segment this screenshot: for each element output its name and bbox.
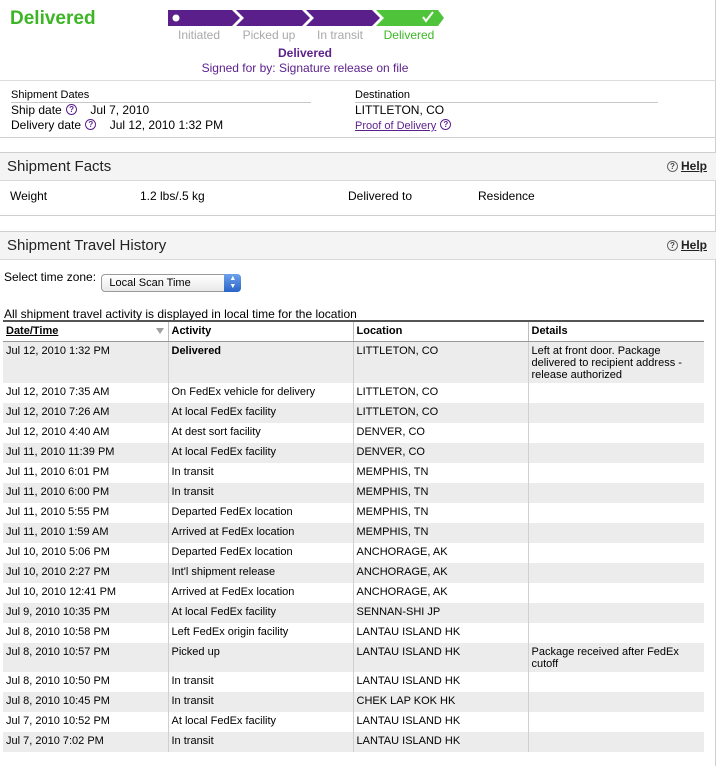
- signed-for-label: Signed for by:: [201, 61, 276, 75]
- cell-location: MEMPHIS, TN: [353, 523, 528, 543]
- cell-details: [528, 543, 704, 563]
- time-zone-note: All shipment travel activity is displayed in local time for the location: [4, 307, 357, 321]
- cell-location: LITTLETON, CO: [353, 403, 528, 423]
- time-zone-label: Select time zone:: [4, 270, 97, 284]
- step-label-initiated: Initiated: [177, 28, 221, 42]
- table-row: [3, 543, 704, 563]
- proof-of-delivery-link[interactable]: Proof of Delivery: [355, 120, 437, 132]
- cell-activity: On FedEx vehicle for delivery: [168, 383, 353, 403]
- cell-activity: Delivered: [168, 341, 353, 383]
- cell-activity: Departed FedEx location: [168, 503, 353, 523]
- delivery-date-row: [11, 118, 223, 132]
- cell-details: [528, 623, 704, 643]
- delivery-date-value: Jul 12, 2010 1:32 PM: [109, 118, 224, 132]
- table-row: [3, 732, 704, 752]
- table-row: [3, 563, 704, 583]
- cell-location: DENVER, CO: [353, 423, 528, 443]
- table-row: [3, 403, 704, 423]
- cell-date-time: Jul 7, 2010 10:52 PM: [3, 712, 168, 732]
- cell-location: ANCHORAGE, AK: [353, 543, 528, 563]
- cell-date-time: Jul 12, 2010 4:40 AM: [3, 423, 168, 443]
- cell-activity: Picked up: [168, 643, 353, 672]
- progress-tracker: [168, 8, 448, 28]
- cell-location: LITTLETON, CO: [353, 383, 528, 403]
- time-zone-select[interactable]: [101, 274, 241, 292]
- help-question-icon[interactable]: ?: [66, 104, 77, 115]
- cell-details: [528, 563, 704, 583]
- cell-details: [528, 383, 704, 403]
- cell-details: Package received after FedEx cutoff: [528, 643, 704, 672]
- cell-location: LANTAU ISLAND HK: [353, 712, 528, 732]
- signed-for-value: Signature release on file: [278, 61, 409, 75]
- cell-details: [528, 732, 704, 752]
- proof-of-delivery-row: [355, 119, 451, 132]
- cell-activity: In transit: [168, 463, 353, 483]
- cell-activity: Arrived at FedEx location: [168, 523, 353, 543]
- destination-value: LITTLETON, CO: [355, 103, 445, 117]
- destination-heading: Destination: [355, 89, 658, 103]
- step-label-picked-up: Picked up: [242, 28, 296, 42]
- table-row: [3, 672, 704, 692]
- table-row: [3, 643, 704, 672]
- progress-step-picked-up: [236, 10, 310, 26]
- select-arrows-icon: ▲ ▼: [224, 274, 241, 292]
- table-row: [3, 623, 704, 643]
- cell-location: LITTLETON, CO: [353, 341, 528, 383]
- cell-details: [528, 523, 704, 543]
- cell-date-time: Jul 10, 2010 2:27 PM: [3, 563, 168, 583]
- cell-activity: In transit: [168, 483, 353, 503]
- step-label-in-transit: In transit: [316, 28, 364, 42]
- table-row: [3, 523, 704, 543]
- current-status-label: Delivered: [277, 46, 333, 60]
- cell-details: [528, 423, 704, 443]
- ship-date-label: Ship date: [11, 103, 62, 117]
- cell-activity: Int'l shipment release: [168, 563, 353, 583]
- shipment-facts-section: [0, 152, 716, 216]
- cell-activity: Departed FedEx location: [168, 543, 353, 563]
- cell-activity: In transit: [168, 672, 353, 692]
- table-row: [3, 583, 704, 603]
- step-label-delivered: Delivered: [383, 28, 435, 42]
- table-row: [3, 483, 704, 503]
- cell-details: [528, 672, 704, 692]
- cell-date-time: Jul 8, 2010 10:58 PM: [3, 623, 168, 643]
- cell-date-time: Jul 8, 2010 10:45 PM: [3, 692, 168, 712]
- table-row: [3, 423, 704, 443]
- help-link[interactable]: [667, 159, 707, 173]
- progress-step-delivered: [376, 10, 444, 26]
- cell-location: ANCHORAGE, AK: [353, 583, 528, 603]
- cell-date-time: Jul 7, 2010 7:02 PM: [3, 732, 168, 752]
- cell-location: LANTAU ISLAND HK: [353, 623, 528, 643]
- cell-date-time: Jul 10, 2010 12:41 PM: [3, 583, 168, 603]
- table-row: [3, 603, 704, 623]
- cell-activity: Arrived at FedEx location: [168, 583, 353, 603]
- cell-location: LANTAU ISLAND HK: [353, 732, 528, 752]
- column-header-activity[interactable]: Activity: [168, 321, 353, 341]
- cell-date-time: Jul 12, 2010 7:35 AM: [3, 383, 168, 403]
- travel-history-table: [3, 320, 704, 752]
- cell-details: [528, 463, 704, 483]
- delivery-date-label: Delivery date: [11, 118, 82, 132]
- cell-details: Left at front door. Package delivered to recipient address - release authorized: [528, 341, 704, 383]
- time-zone-row: [4, 270, 241, 292]
- travel-history-section: [0, 231, 716, 766]
- ship-date-value: Jul 7, 2010: [90, 103, 150, 117]
- cell-details: [528, 712, 704, 732]
- table-row: [3, 341, 704, 383]
- table-row: [3, 503, 704, 523]
- table-row: [3, 692, 704, 712]
- cell-activity: Left FedEx origin facility: [168, 623, 353, 643]
- cell-activity: At dest sort facility: [168, 423, 353, 443]
- table-row: [3, 463, 704, 483]
- time-zone-value: Local Scan Time: [109, 277, 191, 289]
- cell-activity: In transit: [168, 732, 353, 752]
- column-header-location[interactable]: Location: [353, 321, 528, 341]
- cell-activity: At local FedEx facility: [168, 712, 353, 732]
- shipment-facts-title: Shipment Facts: [7, 158, 112, 175]
- cell-date-time: Jul 11, 2010 5:55 PM: [3, 503, 168, 523]
- ship-date-row: [11, 103, 149, 117]
- cell-date-time: Jul 12, 2010 7:26 AM: [3, 403, 168, 423]
- help-label[interactable]: Help: [680, 238, 707, 252]
- cell-details: [528, 503, 704, 523]
- cell-location: MEMPHIS, TN: [353, 483, 528, 503]
- travel-history-rows: [3, 341, 704, 752]
- cell-details: [528, 603, 704, 623]
- status-title: Delivered: [10, 8, 96, 29]
- table-row: [3, 383, 704, 403]
- cell-location: SENNAN-SHI JP: [353, 603, 528, 623]
- help-question-icon: ?: [667, 240, 678, 251]
- weight-value: 1.2 lbs/.5 kg: [140, 189, 205, 203]
- help-question-icon[interactable]: ?: [85, 119, 96, 130]
- help-question-icon[interactable]: ?: [440, 119, 451, 130]
- cell-details: [528, 443, 704, 463]
- cell-date-time: Jul 11, 2010 11:39 PM: [3, 443, 168, 463]
- cell-location: LANTAU ISLAND HK: [353, 672, 528, 692]
- cell-activity: At local FedEx facility: [168, 603, 353, 623]
- cell-location: CHEK LAP KOK HK: [353, 692, 528, 712]
- cell-date-time: Jul 11, 2010 6:00 PM: [3, 483, 168, 503]
- shipment-summary: [0, 80, 716, 138]
- cell-details: [528, 583, 704, 603]
- cell-activity: At local FedEx facility: [168, 403, 353, 423]
- table-header-row: [3, 321, 704, 341]
- cell-date-time: Jul 10, 2010 5:06 PM: [3, 543, 168, 563]
- signed-for-line: [120, 61, 490, 75]
- cell-activity: In transit: [168, 692, 353, 712]
- cell-date-time: Jul 8, 2010 10:50 PM: [3, 672, 168, 692]
- progress-step-in-transit: [306, 10, 380, 26]
- cell-date-time: Jul 11, 2010 6:01 PM: [3, 463, 168, 483]
- shipment-dates-heading: Shipment Dates: [11, 89, 311, 103]
- cell-activity: At local FedEx facility: [168, 443, 353, 463]
- table-row: [3, 712, 704, 732]
- shipment-facts-header: [0, 153, 716, 181]
- help-label[interactable]: Help: [680, 159, 707, 173]
- cell-location: MEMPHIS, TN: [353, 503, 528, 523]
- cell-details: [528, 403, 704, 423]
- delivered-to-value: Residence: [478, 189, 535, 203]
- cell-date-time: Jul 11, 2010 1:59 AM: [3, 523, 168, 543]
- weight-label: Weight: [10, 189, 48, 203]
- cell-location: ANCHORAGE, AK: [353, 563, 528, 583]
- column-header-date-time[interactable]: Date/Time: [3, 321, 168, 341]
- cell-location: LANTAU ISLAND HK: [353, 643, 528, 672]
- sort-descending-icon: [156, 328, 164, 334]
- travel-history-title: Shipment Travel History: [7, 237, 167, 254]
- cell-details: [528, 483, 704, 503]
- table-row: [3, 443, 704, 463]
- delivered-to-label: Delivered to: [348, 189, 413, 203]
- help-question-icon: ?: [667, 161, 678, 172]
- help-link[interactable]: [667, 238, 707, 252]
- column-header-details[interactable]: Details: [528, 321, 704, 341]
- travel-history-header: [0, 232, 716, 260]
- cell-date-time: Jul 8, 2010 10:57 PM: [3, 643, 168, 672]
- cell-details: [528, 692, 704, 712]
- cell-location: MEMPHIS, TN: [353, 463, 528, 483]
- cell-date-time: Jul 12, 2010 1:32 PM: [3, 341, 168, 383]
- cell-date-time: Jul 9, 2010 10:35 PM: [3, 603, 168, 623]
- progress-start-dot: [173, 15, 180, 22]
- cell-location: DENVER, CO: [353, 443, 528, 463]
